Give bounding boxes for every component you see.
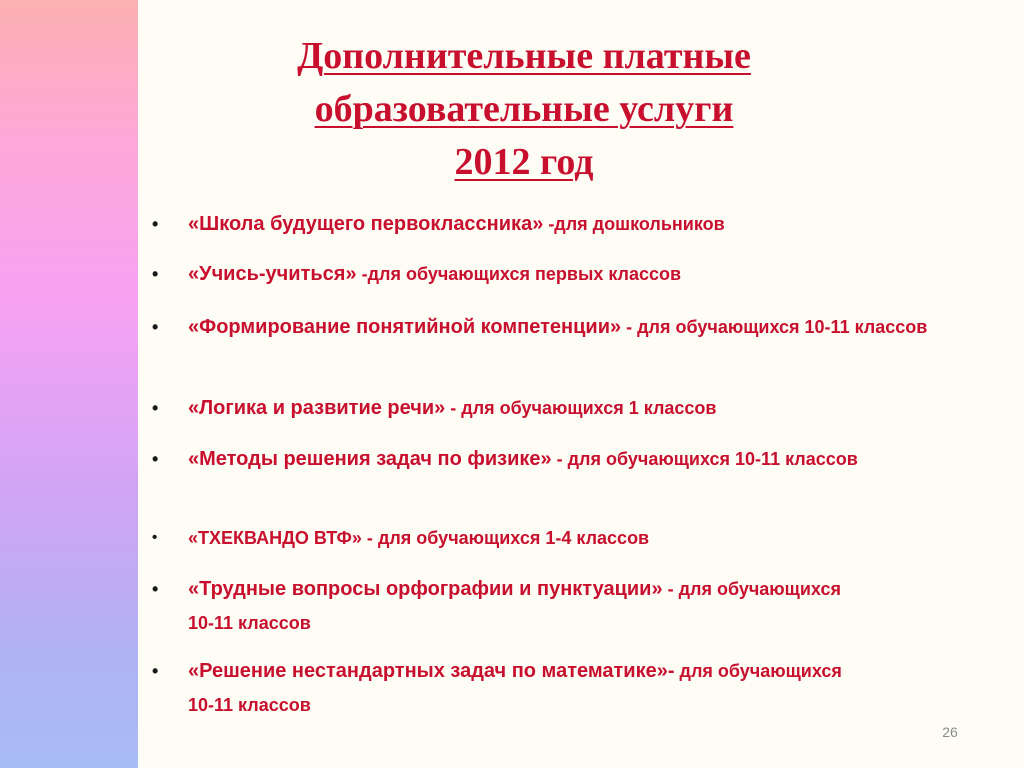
service-audience: -для дошкольников (543, 214, 725, 234)
service-audience: -для обучающихся первых классов (356, 264, 682, 284)
bullet-icon: • (152, 449, 159, 469)
service-audience: - для обучающихся 10-11 классов (188, 579, 842, 633)
list-item (152, 573, 868, 641)
service-name: «Методы решения задач по физике» (188, 448, 552, 470)
list-item (152, 208, 978, 242)
bullet-icon: • (152, 317, 159, 337)
service-name: «Логика и развитие речи» (188, 397, 446, 419)
service-audience: для обучающихся 10-11 классов (188, 661, 842, 715)
list-item (152, 392, 978, 426)
title-line-3: 2012 год (454, 141, 594, 183)
service-name: «ТХЕКВАНДО ВТФ» - (188, 528, 378, 548)
bullet-icon: • (152, 529, 158, 546)
bullet-icon: • (152, 398, 159, 418)
service-audience: - для обучающихся 1 классов (445, 398, 717, 418)
service-audience: - для обучающихся 10-11 классов (551, 449, 858, 469)
service-name: «Формирование понятийной компетенции» (188, 316, 622, 338)
page-number: 26 (942, 724, 958, 740)
title-line-1: Дополнительные платные (297, 35, 751, 77)
bullet-icon: • (152, 579, 159, 599)
list-item (152, 655, 868, 723)
service-audience: для обучающихся 1-4 классов (377, 528, 650, 548)
bullet-icon: • (152, 661, 159, 681)
title-line-2: образовательные услуги (314, 88, 734, 130)
list-item (152, 522, 978, 556)
bullet-icon: • (152, 214, 159, 234)
service-audience: - для обучающихся 10-11 классов (621, 317, 928, 337)
service-name: «Школа будущего первоклассника» (188, 213, 544, 235)
service-name: «Трудные вопросы орфографии и пунктуации» (188, 578, 663, 600)
list-item (152, 443, 948, 477)
service-name: «Учись-учиться» (188, 263, 357, 285)
service-name: «Решение нестандартных задач по математике»- (188, 660, 675, 682)
bullet-icon: • (152, 264, 159, 284)
list-item (152, 311, 968, 345)
list-item (152, 258, 978, 292)
